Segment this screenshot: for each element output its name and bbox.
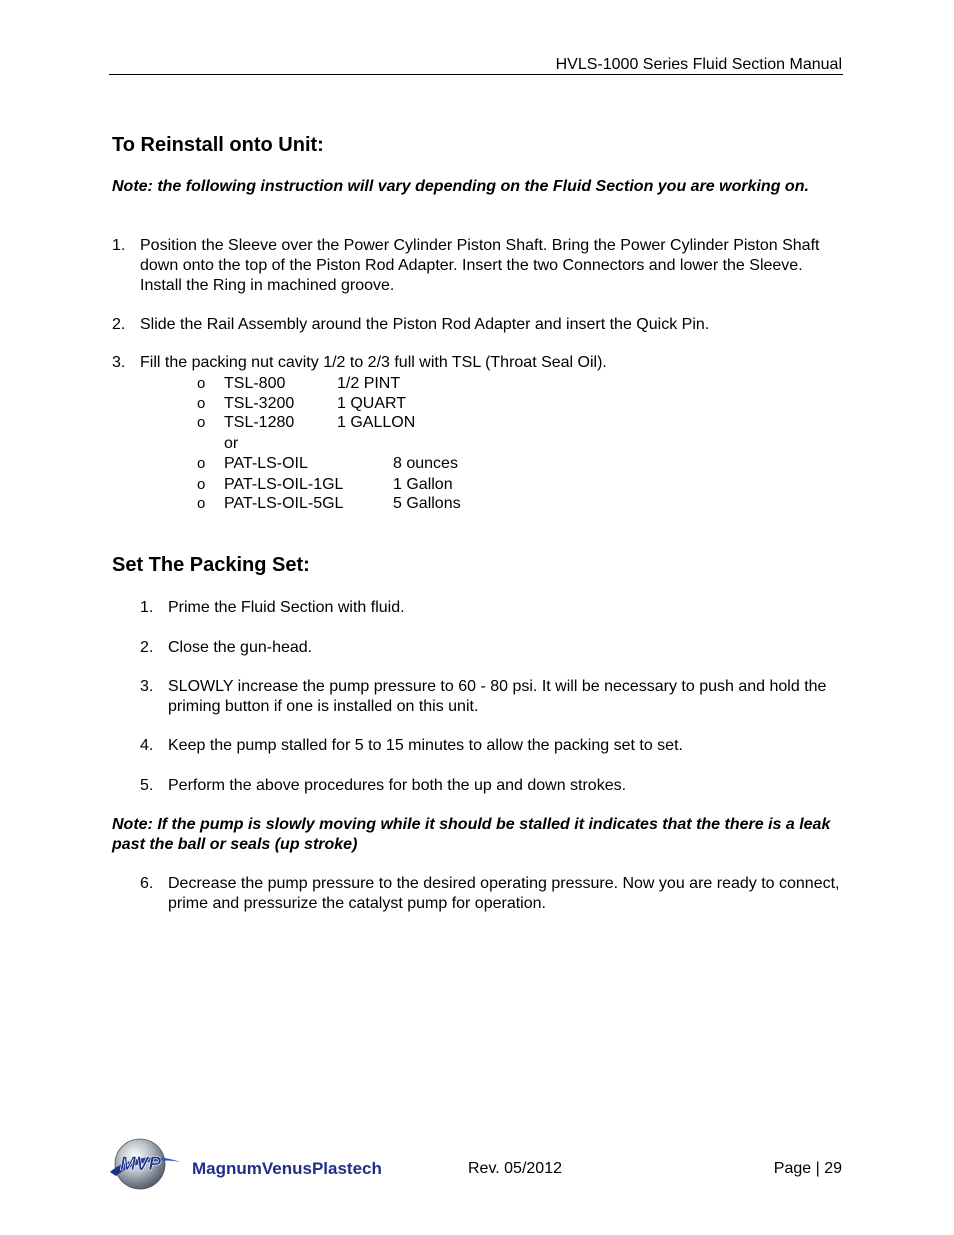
logo-mark: MVP <box>120 1154 162 1175</box>
step-number: 1. <box>112 237 126 254</box>
oil-quantity: 1 QUART <box>337 395 407 412</box>
oil-list-item <box>197 394 497 414</box>
bullet-icon: o <box>197 395 206 412</box>
section-heading-packing: Set The Packing Set: <box>112 554 310 576</box>
company-logo <box>108 1132 390 1194</box>
bullet-icon: o <box>197 414 206 431</box>
bullet-icon: o <box>197 476 206 493</box>
step-text: Fill the packing nut cavity 1/2 to 2/3 full with TSL (Throat Seal Oil). <box>140 354 607 371</box>
step-text: Slide the Rail Assembly around the Piston Rod Adapter and insert the Quick Pin. <box>140 316 710 333</box>
note-stalled: Note: If the pump is slowly moving while it should be stalled it indicates that the there is a leak past the ball or seals (up stroke) <box>112 816 831 853</box>
oil-list-item <box>197 454 497 474</box>
oil-list-item <box>197 374 497 394</box>
logo-text: MagnumVenusPlastech <box>192 1159 382 1178</box>
oil-name: PAT-LS-OIL-5GL <box>224 495 344 512</box>
oil-name: PAT-LS-OIL-1GL <box>224 476 344 493</box>
oil-list-item <box>197 475 497 495</box>
oil-list-item <box>197 494 497 514</box>
oil-quantity: 5 Gallons <box>393 495 461 512</box>
step-text: Close the gun-head. <box>168 639 313 656</box>
step-number: 3. <box>112 354 126 371</box>
revision-date: Rev. 05/2012 <box>468 1160 562 1177</box>
step-text: Position the Sleeve over the Power Cylinder Piston Shaft. Bring the Power Cylinder Piston Shaft down onto the top of the Piston Rod Adapter. Insert the two Connectors and lower the Sleeve. Install the Ring in machined groove. <box>140 237 820 294</box>
section-heading-reinstall: To Reinstall onto Unit: <box>112 134 324 156</box>
step-text: Prime the Fluid Section with fluid. <box>168 599 405 616</box>
oil-quantity: 1/2 PINT <box>337 375 401 392</box>
note-reinstall: Note: the following instruction will vary depending on the Fluid Section you are working on. <box>112 178 809 195</box>
page-number: Page | 29 <box>773 1160 842 1177</box>
oil-quantity: 1 GALLON <box>337 414 416 431</box>
step-number: 4. <box>140 737 154 754</box>
oil-name: PAT-LS-OIL <box>224 455 308 472</box>
step-number: 3. <box>140 678 154 695</box>
bullet-icon: o <box>197 495 206 512</box>
oil-quantity: 1 Gallon <box>393 476 453 493</box>
step-text: Keep the pump stalled for 5 to 15 minutes to allow the packing set to set. <box>168 737 683 754</box>
oil-list-item <box>197 413 497 433</box>
header-divider <box>109 74 843 75</box>
bullet-icon: o <box>197 455 206 472</box>
oil-name: TSL-1280 <box>224 414 295 431</box>
step-number: 6. <box>140 875 154 892</box>
step-text: Decrease the pump pressure to the desired operating pressure. Now you are ready to connect, prime and pressurize the catalyst pump for operation. <box>168 875 840 912</box>
bullet-icon: o <box>197 375 206 392</box>
document-title: HVLS-1000 Series Fluid Section Manual <box>555 56 842 73</box>
oil-name: TSL-3200 <box>224 395 295 412</box>
step-number: 1. <box>140 599 154 616</box>
oil-quantity: 8 ounces <box>393 455 458 472</box>
logo-graphic <box>108 1132 390 1194</box>
step-text: SLOWLY increase the pump pressure to 60 - 80 psi. It will be necessary to push and hold the priming button if one is installed on this unit. <box>168 678 827 715</box>
or-separator: or <box>224 435 239 452</box>
step-number: 5. <box>140 777 154 794</box>
step-number: 2. <box>112 316 126 333</box>
oil-name: TSL-800 <box>224 375 286 392</box>
step-number: 2. <box>140 639 154 656</box>
step-text: Perform the above procedures for both the up and down strokes. <box>168 777 627 794</box>
